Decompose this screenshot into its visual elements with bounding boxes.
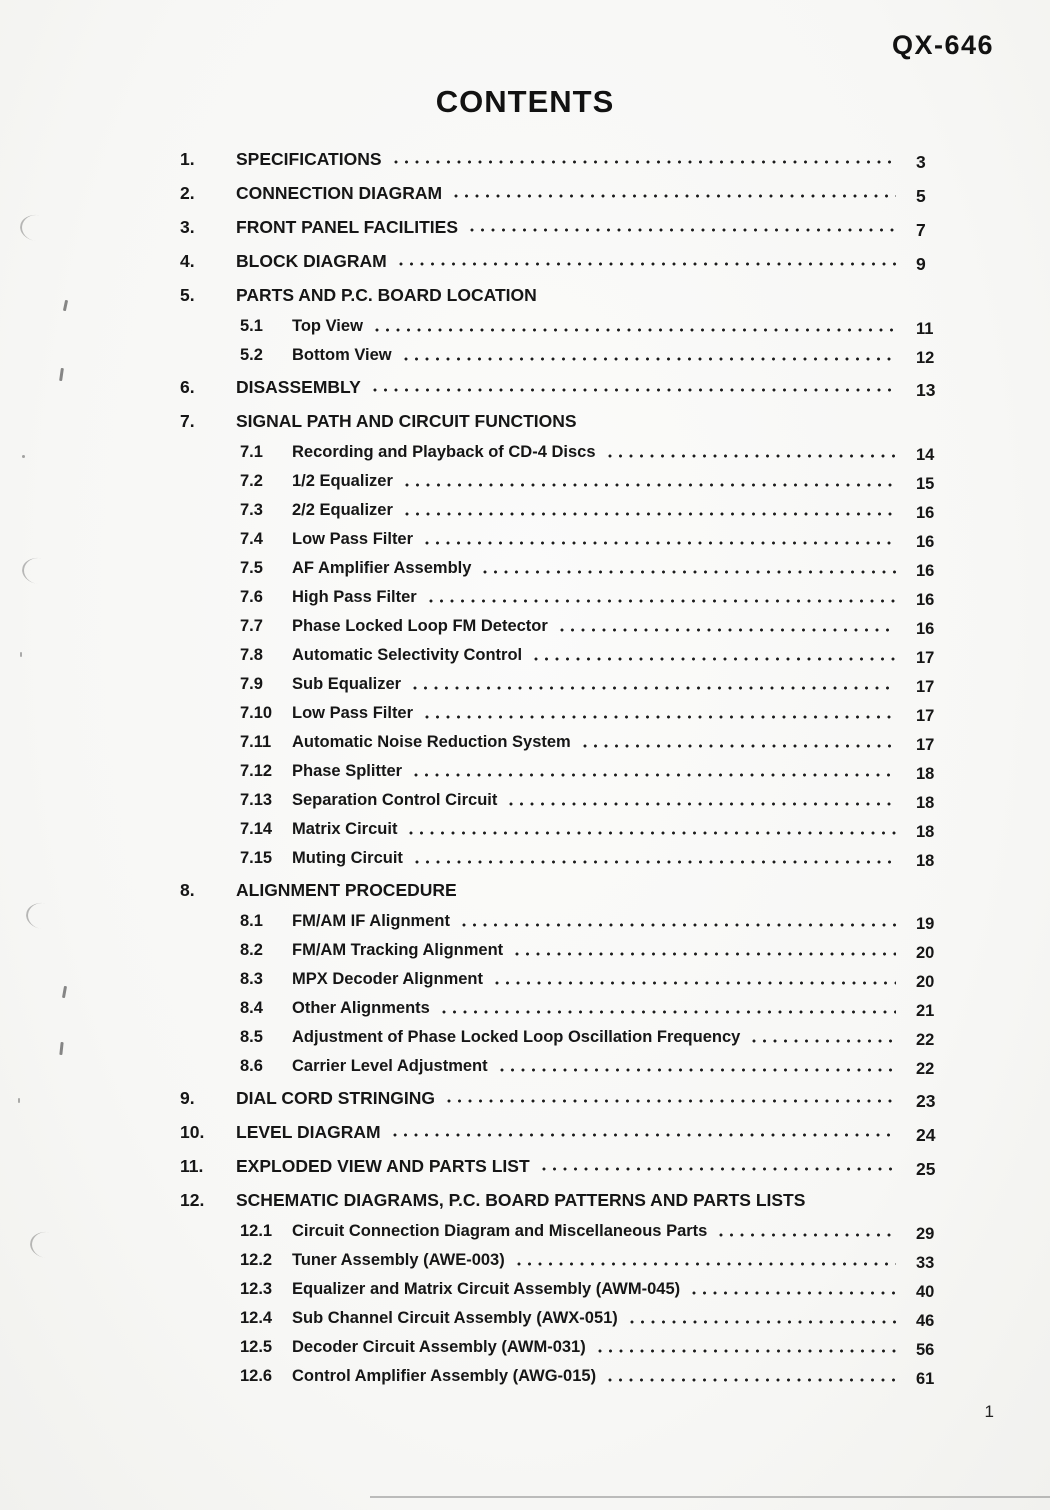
dot-leader xyxy=(414,773,896,777)
toc-subrow xyxy=(240,554,950,583)
dot-leader xyxy=(405,512,896,516)
toc-page-number: 56 xyxy=(916,1341,935,1359)
dot-leader xyxy=(719,1233,896,1237)
dot-leader xyxy=(608,454,896,458)
toc-subsection-title: Recording and Playback of CD-4 Discs xyxy=(292,443,596,461)
toc-page-number: 33 xyxy=(916,1254,935,1272)
toc-subsection-number: 12.2 xyxy=(240,1251,273,1269)
toc-section-number: 9. xyxy=(180,1087,195,1108)
toc-page-number: 29 xyxy=(916,1225,935,1243)
toc-section-title: LEVEL DIAGRAM xyxy=(236,1121,381,1142)
toc-subrow xyxy=(240,312,950,341)
toc-section-title: SIGNAL PATH AND CIRCUIT FUNCTIONS xyxy=(236,410,577,431)
dot-leader xyxy=(483,570,896,574)
toc-subsection-title: Matrix Circuit xyxy=(292,820,398,838)
scan-artifact-speck xyxy=(18,1098,20,1103)
toc-subsection-number: 7.1 xyxy=(240,443,263,461)
toc-subrow xyxy=(240,1023,950,1052)
toc-page-number: 9 xyxy=(916,253,926,274)
toc-section-number: 6. xyxy=(180,376,195,397)
toc-subsection-title: Muting Circuit xyxy=(292,849,403,867)
dot-leader xyxy=(534,657,896,661)
toc-page-number: 23 xyxy=(916,1090,936,1111)
toc-subsection-title: Separation Control Circuit xyxy=(292,791,498,809)
toc-subsection-number: 7.6 xyxy=(240,588,263,606)
toc-page-number: 18 xyxy=(916,823,935,841)
toc-page-number: 13 xyxy=(916,379,936,400)
toc-subrow xyxy=(240,438,950,467)
toc-row xyxy=(180,210,950,244)
dot-leader xyxy=(413,686,896,690)
dot-leader xyxy=(447,1099,896,1103)
toc-page-number: 16 xyxy=(916,562,935,580)
toc-page-number: 15 xyxy=(916,475,935,493)
toc-page-number: 16 xyxy=(916,591,935,609)
toc-section-number: 8. xyxy=(180,879,195,900)
toc-section-title: EXPLODED VIEW AND PARTS LIST xyxy=(236,1155,530,1176)
toc-subsection-title: Top View xyxy=(292,317,363,335)
dot-leader xyxy=(404,357,896,361)
scan-artifact-arc xyxy=(28,1230,65,1260)
toc-subrow xyxy=(240,670,950,699)
toc-subsection-title: Equalizer and Matrix Circuit Assembly (AWM-045) xyxy=(292,1280,681,1298)
toc-subrow xyxy=(240,641,950,670)
toc-page-number: 17 xyxy=(916,736,935,754)
toc-subsection-number: 12.4 xyxy=(240,1309,273,1327)
toc-subrow xyxy=(240,786,950,815)
toc-subrow xyxy=(240,936,950,965)
toc-subsection-title: AF Amplifier Assembly xyxy=(292,559,472,577)
scan-artifact-speck xyxy=(20,652,22,657)
toc-page-number: 14 xyxy=(916,446,935,464)
dot-leader xyxy=(405,483,896,487)
dot-leader xyxy=(399,262,896,266)
toc-page-number: 3 xyxy=(916,151,926,172)
toc-page-number: 18 xyxy=(916,765,935,783)
model-number: QX-646 xyxy=(891,30,994,60)
toc-page-number: 46 xyxy=(916,1312,935,1330)
toc-page-number: 18 xyxy=(916,852,935,870)
toc-subrow xyxy=(240,1362,950,1391)
toc-page-number: 61 xyxy=(916,1370,935,1388)
toc-subsection-title: High Pass Filter xyxy=(292,588,417,606)
toc-subsection-number: 7.14 xyxy=(240,820,273,838)
toc-subsection-number: 7.2 xyxy=(240,472,263,490)
scan-artifact-speck xyxy=(22,455,25,458)
toc-row xyxy=(180,142,950,176)
toc-subsection-number: 7.15 xyxy=(240,849,273,867)
toc-subsection-number: 7.8 xyxy=(240,646,263,664)
toc-page-number: 22 xyxy=(916,1031,935,1049)
dot-leader xyxy=(409,831,896,835)
toc-section-title: FRONT PANEL FACILITIES xyxy=(236,216,458,237)
toc-row xyxy=(180,1183,950,1217)
toc-subsection-title: Other Alignments xyxy=(292,999,430,1017)
dot-leader xyxy=(515,952,896,956)
toc-subrow xyxy=(240,1052,950,1081)
toc-row xyxy=(180,244,950,278)
toc-page-number: 17 xyxy=(916,649,935,667)
toc-subsection-title: FM/AM Tracking Alignment xyxy=(292,941,504,959)
toc-subsection-title: 2/2 Equalizer xyxy=(292,501,393,519)
toc-subsection-title: Phase Splitter xyxy=(292,762,403,780)
scan-artifact-speck xyxy=(63,300,68,311)
toc-page-number: 12 xyxy=(916,349,935,367)
toc-row xyxy=(180,370,950,404)
page-title: CONTENTS xyxy=(435,84,615,119)
toc-subsection-title: Circuit Connection Diagram and Miscellaneous Parts xyxy=(292,1222,708,1240)
toc-subsection-title: Tuner Assembly (AWE-003) xyxy=(292,1251,505,1269)
toc-subsection-title: Automatic Selectivity Control xyxy=(292,646,523,664)
toc-subsection-number: 12.3 xyxy=(240,1280,273,1298)
toc-subsection-title: Sub Equalizer xyxy=(292,675,402,693)
dot-leader xyxy=(425,541,896,545)
toc-subsection-number: 12.6 xyxy=(240,1367,273,1385)
toc-page-number: 7 xyxy=(916,219,926,240)
dot-leader xyxy=(583,744,896,748)
dot-leader xyxy=(425,715,896,719)
toc-subsection-number: 7.9 xyxy=(240,675,263,693)
toc-subrow xyxy=(240,907,950,936)
scan-artifact-speck xyxy=(62,986,67,998)
toc-section-number: 3. xyxy=(180,216,195,237)
toc-section-title: CONNECTION DIAGRAM xyxy=(236,182,443,203)
toc-subsection-title: Bottom View xyxy=(292,346,392,364)
toc-page-number: 24 xyxy=(916,1124,936,1145)
dot-leader xyxy=(630,1320,896,1324)
toc-page-number: 17 xyxy=(916,678,935,696)
toc-section-title: PARTS AND P.C. BOARD LOCATION xyxy=(236,284,537,305)
dot-leader xyxy=(542,1167,896,1171)
toc-subsection-title: Phase Locked Loop FM Detector xyxy=(292,617,548,635)
toc-page-number: 5 xyxy=(916,185,926,206)
toc-subsection-number: 7.13 xyxy=(240,791,273,809)
toc-subsection-number: 8.6 xyxy=(240,1057,263,1075)
toc-page-number: 21 xyxy=(916,1002,935,1020)
dot-leader xyxy=(692,1291,896,1295)
toc-subsection-number: 12.1 xyxy=(240,1222,273,1240)
toc-subrow xyxy=(240,844,950,873)
toc-subrow xyxy=(240,467,950,496)
toc-subsection-number: 7.11 xyxy=(240,733,272,751)
footer-page-number: 1 xyxy=(984,1402,994,1421)
toc-page-number: 11 xyxy=(916,320,934,338)
toc-subsection-number: 7.3 xyxy=(240,501,263,519)
toc-subsection-number: 8.3 xyxy=(240,970,263,988)
dot-leader xyxy=(500,1068,896,1072)
toc-subsection-number: 7.12 xyxy=(240,762,273,780)
scan-artifact-speck xyxy=(59,368,64,381)
toc-page-number: 40 xyxy=(916,1283,935,1301)
toc-section-title: SPECIFICATIONS xyxy=(236,148,382,169)
dot-leader xyxy=(598,1349,896,1353)
toc-subrow xyxy=(240,728,950,757)
toc-row xyxy=(180,873,950,907)
toc-subrow xyxy=(240,815,950,844)
toc-subsection-number: 7.4 xyxy=(240,530,263,548)
table-of-contents xyxy=(180,142,950,1391)
toc-subrow xyxy=(240,1333,950,1362)
toc-page-number: 17 xyxy=(916,707,935,725)
toc-subrow xyxy=(240,699,950,728)
dot-leader xyxy=(429,599,896,603)
dot-leader xyxy=(470,228,896,232)
toc-subsection-title: MPX Decoder Alignment xyxy=(292,970,483,988)
dot-leader xyxy=(454,194,896,198)
toc-subsection-title: Decoder Circuit Assembly (AWM-031) xyxy=(292,1338,586,1356)
dot-leader xyxy=(608,1378,896,1382)
toc-page-number: 22 xyxy=(916,1060,935,1078)
toc-subrow xyxy=(240,612,950,641)
toc-subsection-number: 8.2 xyxy=(240,941,263,959)
dot-leader xyxy=(517,1262,896,1266)
dot-leader xyxy=(462,923,896,927)
toc-page-number: 16 xyxy=(916,620,935,638)
dot-leader xyxy=(752,1039,896,1043)
toc-row xyxy=(180,404,950,438)
toc-row xyxy=(180,1115,950,1149)
toc-subsection-number: 8.1 xyxy=(240,912,263,930)
toc-section-title: BLOCK DIAGRAM xyxy=(236,250,387,271)
toc-page-number: 19 xyxy=(916,915,935,933)
toc-subrow xyxy=(240,965,950,994)
toc-row xyxy=(180,278,950,312)
dot-leader xyxy=(442,1010,896,1014)
scan-artifact-arc xyxy=(20,556,57,586)
toc-page-number: 16 xyxy=(916,533,935,551)
dot-leader xyxy=(373,388,896,392)
toc-subsection-title: Low Pass Filter xyxy=(292,530,414,548)
toc-subsection-number: 7.10 xyxy=(240,704,273,722)
toc-row xyxy=(180,1149,950,1183)
toc-section-number: 2. xyxy=(180,182,195,203)
toc-section-number: 12. xyxy=(180,1189,205,1210)
toc-subrow xyxy=(240,341,950,370)
dot-leader xyxy=(509,802,896,806)
toc-row xyxy=(180,1081,950,1115)
dot-leader xyxy=(394,160,896,164)
toc-subrow xyxy=(240,525,950,554)
dot-leader xyxy=(415,860,896,864)
scan-artifact-arc xyxy=(18,213,55,243)
scan-artifact-speck xyxy=(59,1042,63,1055)
toc-subsection-title: FM/AM IF Alignment xyxy=(292,912,450,930)
toc-subsection-title: Sub Channel Circuit Assembly (AWX-051) xyxy=(292,1309,618,1327)
toc-section-number: 4. xyxy=(180,250,195,271)
toc-subrow xyxy=(240,1275,950,1304)
dot-leader xyxy=(495,981,896,985)
toc-subrow xyxy=(240,1246,950,1275)
toc-section-number: 1. xyxy=(180,148,195,169)
toc-subsection-number: 8.5 xyxy=(240,1028,263,1046)
toc-subsection-title: Carrier Level Adjustment xyxy=(292,1057,488,1075)
toc-subrow xyxy=(240,583,950,612)
toc-subrow xyxy=(240,1304,950,1333)
toc-section-number: 5. xyxy=(180,284,195,305)
toc-subsection-number: 7.5 xyxy=(240,559,263,577)
scan-artifact-arc xyxy=(24,901,61,931)
toc-section-number: 11. xyxy=(180,1155,204,1176)
toc-page-number: 20 xyxy=(916,944,935,962)
toc-subsection-title: 1/2 Equalizer xyxy=(292,472,393,490)
toc-subsection-number: 12.5 xyxy=(240,1338,273,1356)
toc-page-number: 20 xyxy=(916,973,935,991)
toc-subrow xyxy=(240,1217,950,1246)
toc-section-number: 7. xyxy=(180,410,195,431)
toc-section-title: SCHEMATIC DIAGRAMS, P.C. BOARD PATTERNS AND PARTS LISTS xyxy=(236,1189,806,1210)
toc-subsection-title: Low Pass Filter xyxy=(292,704,414,722)
toc-subsection-title: Adjustment of Phase Locked Loop Oscillation Frequency xyxy=(292,1028,741,1046)
scan-edge-line xyxy=(370,1496,1050,1498)
dot-leader xyxy=(375,328,896,332)
toc-subrow xyxy=(240,496,950,525)
toc-subsection-number: 5.1 xyxy=(240,317,263,335)
toc-page-number: 25 xyxy=(916,1158,936,1179)
toc-section-title: ALIGNMENT PROCEDURE xyxy=(236,879,457,900)
toc-subsection-title: Automatic Noise Reduction System xyxy=(292,733,571,751)
toc-subsection-number: 5.2 xyxy=(240,346,263,364)
toc-page-number: 18 xyxy=(916,794,935,812)
dot-leader xyxy=(393,1133,896,1137)
toc-page-number: 16 xyxy=(916,504,935,522)
toc-subsection-number: 8.4 xyxy=(240,999,263,1017)
toc-section-title: DIAL CORD STRINGING xyxy=(236,1087,435,1108)
toc-subsection-title: Control Amplifier Assembly (AWG-015) xyxy=(292,1367,597,1385)
toc-subrow xyxy=(240,757,950,786)
toc-section-title: DISASSEMBLY xyxy=(236,376,361,397)
toc-section-number: 10. xyxy=(180,1121,205,1142)
toc-subrow xyxy=(240,994,950,1023)
toc-subsection-number: 7.7 xyxy=(240,617,263,635)
toc-row xyxy=(180,176,950,210)
dot-leader xyxy=(560,628,896,632)
